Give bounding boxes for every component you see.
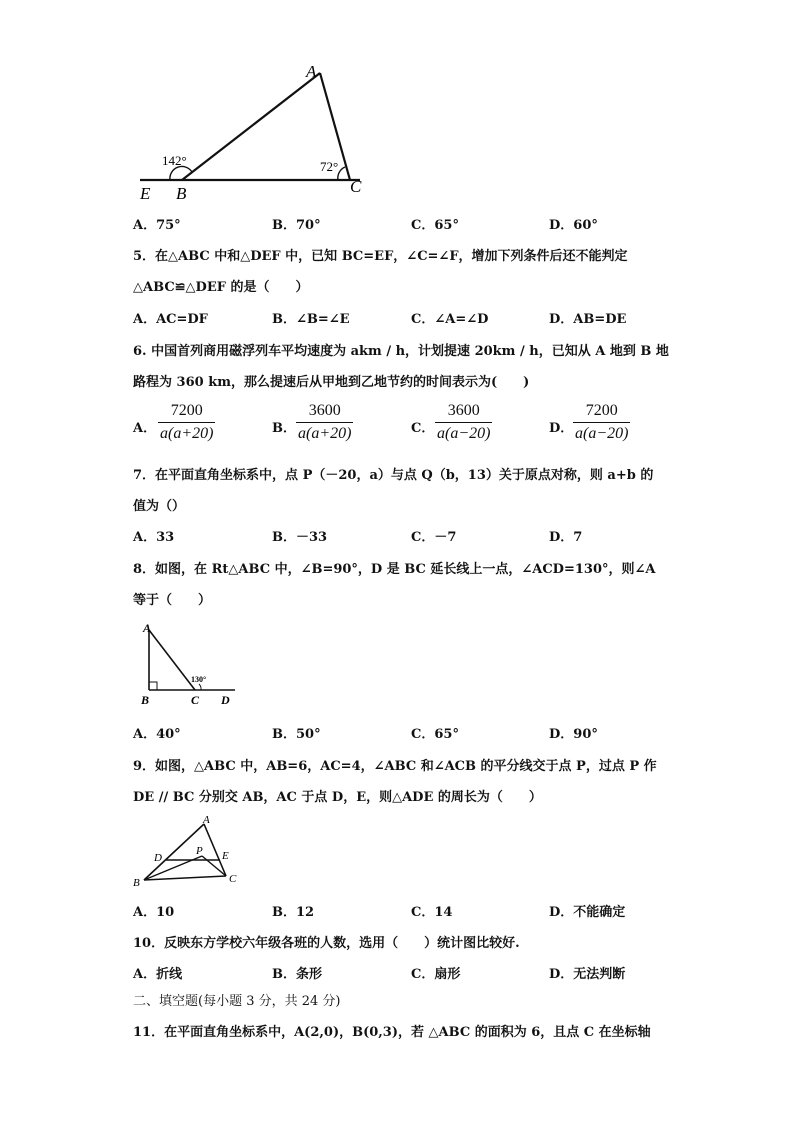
fig1-label-e: E [140,184,151,203]
q9-option-a: A．10 [133,905,175,920]
q9-text-line2: DE // BC 分别交 AB，AC 于点 D，E，则△ADE 的周长为（ ） [133,790,542,805]
q7-option-b: B．－33 [272,530,328,545]
q7-text-line1: 7．在平面直角坐标系中，点 P（－20，a）与点 Q（b，13）关于原点对称，则 a+b 的 [133,468,654,483]
q6-option-b-numerator: 3600 [308,402,341,419]
q10-option-d: D．无法判断 [549,967,626,982]
q9-option-d: D．不能确定 [549,905,626,920]
q6-option-b-denominator: a(a+20) [296,422,353,443]
q9-fig-label-e: E [222,850,229,862]
section-fill-in-heading: 二、填空题(每小题 3 分，共 24 分) [133,994,341,1009]
q8-text-line2: 等于（ ） [133,593,212,608]
q9-option-c: C．14 [411,905,453,920]
q7-option-a: A．33 [133,530,175,545]
fig1-angle-b: 142° [162,153,187,168]
q6-text-line1: 6. 中国首列商用磁浮列车平均速度为 akm / h，计划提速 20km / h，已知从 A 地到 B 地 [133,344,669,359]
q9-figure-triangle-bisectors [130,812,250,892]
q9-option-b: B．12 [272,905,315,920]
q8-option-d: D．90° [549,727,598,742]
q11-text-line1: 11．在平面直角坐标系中，A(2,0)，B(0,3)，若 △ABC 的面积为 6，且点 C 在坐标轴 [133,1025,651,1040]
q8-option-a: A．40° [133,727,181,742]
q9-fig-label-p: P [196,845,203,857]
q7-option-c: C．－7 [411,530,457,545]
q6-option-c-fraction [435,402,492,443]
q8-figure-right-triangle [135,618,250,710]
q7-option-d: D．7 [549,530,583,545]
q6-option-d-fraction [573,402,630,443]
q8-fig-label-a: A [143,621,152,635]
q6-option-a-fraction [158,402,215,443]
fig1-label-a: A [306,62,317,81]
fig1-label-c: C [350,177,362,196]
q6-option-a-denominator: a(a+20) [158,422,215,443]
q6-option-d-letter: D． [549,421,574,436]
figure-triangle-exterior-angle [130,55,370,205]
q9-fig-label-d: D [154,852,162,864]
q4-option-d: D．60° [549,218,598,233]
fig1-angle-c: 72° [320,159,339,174]
q6-option-c-denominator: a(a−20) [435,422,492,443]
q8-fig-angle: 130° [191,675,207,684]
fig1-label-b: B [176,184,187,203]
q6-option-b-letter: B． [272,421,296,436]
q4-option-c: C．65° [411,218,459,233]
q9-fig-label-a: A [203,814,210,826]
q4-option-a: A．75° [133,218,181,233]
q8-option-b: B．50° [272,727,321,742]
q5-option-d: D．AB=DE [549,312,627,327]
q6-option-d-numerator: 7200 [585,402,618,419]
q5-option-c: C．∠A=∠D [411,312,489,327]
q8-fig-label-c: C [191,693,200,707]
q7-text-line2: 值为（） [133,499,186,514]
q6-option-a-letter: A． [133,421,157,436]
q10-option-c: C．扇形 [411,967,461,982]
q9-fig-label-c: C [229,873,237,885]
q6-option-a-numerator: 7200 [170,402,203,419]
q10-option-b: B．条形 [272,967,322,982]
q5-text-line1: 5．在△ABC 中和△DEF 中，已知 BC=EF，∠C=∠F，增加下列条件后还不能判定 [133,249,628,264]
q5-option-b: B．∠B=∠E [272,312,350,327]
q5-text-line2: △ABC≌△DEF 的是（ ） [133,280,309,295]
q8-text-line1: 8．如图，在 Rt△ABC 中，∠B=90°，D 是 BC 延长线上一点，∠ACD=130°，则∠A [133,562,656,577]
q10-option-a: A．折线 [133,967,183,982]
q6-text-line2: 路程为 360 km，那么提速后从甲地到乙地节约的时间表示为( ) [133,375,530,390]
q9-text-line1: 9．如图，△ABC 中，AB=6，AC=4，∠ABC 和∠ACB 的平分线交于点 P，过点 P 作 [133,759,657,774]
q6-option-b-fraction [296,402,353,443]
q10-text-line1: 10．反映东方学校六年级各班的人数，选用（ ）统计图比较好. [133,936,520,951]
q8-option-c: C．65° [411,727,459,742]
q5-option-a: A．AC=DF [133,312,208,327]
q8-fig-label-d: D [221,693,230,707]
q6-option-c-numerator: 3600 [447,402,480,419]
q9-fig-label-b: B [133,877,140,889]
q4-option-b: B．70° [272,218,321,233]
q6-option-c-letter: C． [411,421,435,436]
q8-fig-label-b: B [141,693,150,707]
q6-option-d-denominator: a(a−20) [573,422,630,443]
